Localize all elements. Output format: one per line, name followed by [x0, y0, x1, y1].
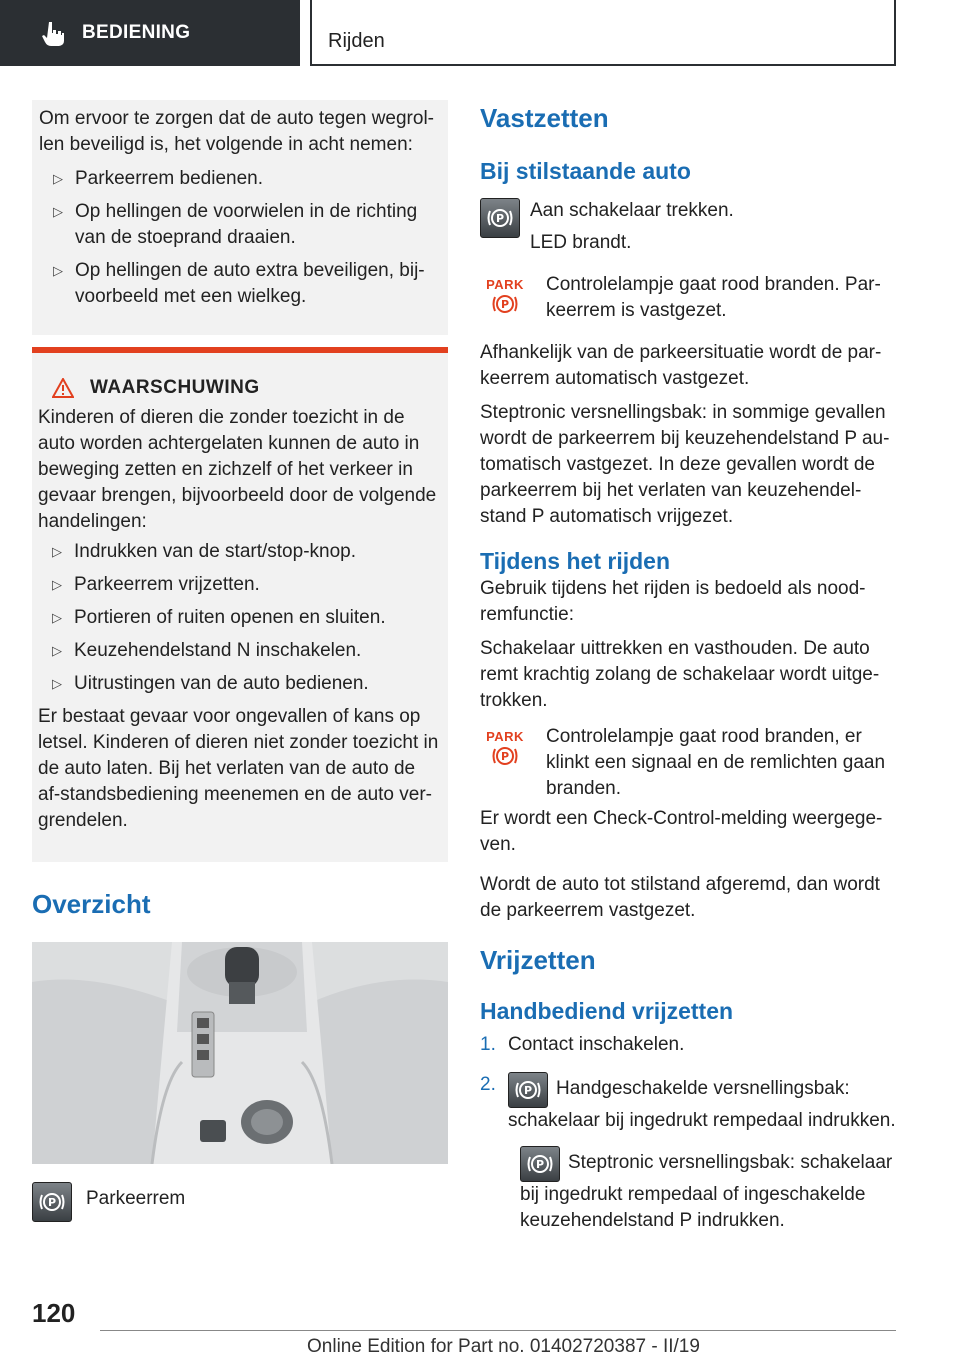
list-item-text: Parkeerrem bedienen. — [75, 168, 263, 189]
list-item — [38, 638, 442, 664]
list-item-text: Keuzehendelstand N inschakelen. — [74, 640, 362, 661]
release-steps — [480, 1032, 898, 1234]
section-tab — [0, 0, 300, 66]
lamp-info-2 — [480, 724, 898, 802]
intro-box — [32, 100, 448, 335]
svg-text:P: P — [500, 298, 510, 311]
heading-stilstaand: Bij stilstaande auto — [480, 158, 691, 184]
triangle-bullet-icon: ▷ — [53, 171, 63, 186]
lamp2-text: Controlelampje gaat rood branden, er klinkt een signaal en de remlichten gaan branden. — [546, 726, 886, 799]
intro-list — [39, 166, 442, 310]
warning-text: Kinderen of dieren die zonder toezicht in de auto worden achtergelaten kunnen de auto in beweging zetten en zichzelf of het verkeer in gevaar brengen, bijvoorbeeld door de volgende handelingen: — [38, 407, 437, 532]
page-number: 120 — [32, 1298, 76, 1328]
triangle-bullet-icon: ▷ — [52, 544, 62, 559]
step2-steptronic-text: Steptronic versnellingsbak: schakelaar bij ingedrukt rempedaal of ingeschakelde keuzehendelstand P indrukken. — [520, 1152, 893, 1231]
parking-brake-switch-icon — [508, 1072, 548, 1108]
step-number: 1. — [480, 1034, 496, 1055]
svg-text:P: P — [523, 1084, 533, 1097]
step-number: 2. — [480, 1074, 496, 1095]
steptronic-para: Steptronic versnellingsbak: in sommige gevallen wordt de parkeerrem bij keuzehendelstand P au-tomatisch vastgezet. In deze gevallen wordt de parkeerrem bij het verlaten van keuzehendel-stand P automatisch vrijgezet. — [480, 402, 890, 527]
triangle-bullet-icon: ▷ — [53, 204, 63, 219]
right-column — [480, 100, 898, 1242]
chapter-title: Rijden — [310, 0, 896, 66]
triangle-bullet-icon: ▷ — [52, 577, 62, 592]
triangle-bullet-icon: ▷ — [52, 676, 62, 691]
led-text: LED brandt. — [530, 232, 632, 253]
step-item — [480, 1072, 898, 1234]
step-text: Handgeschakelde versnellingsbak: schakelaar bij ingedrukt rempedaal indrukken. — [508, 1078, 896, 1131]
triangle-bullet-icon: ▷ — [52, 610, 62, 625]
warning-box — [32, 347, 448, 862]
stilstand-para: Wordt de auto tot stilstand afgeremd, dan wordt de parkeerrem vastgezet. — [480, 874, 880, 921]
list-item — [38, 671, 442, 697]
park-warning-lamp-icon — [480, 730, 530, 802]
pull-instruction — [480, 198, 898, 256]
center-console-photo — [32, 942, 448, 1164]
check-para: Er wordt een Check-Control-melding weergege-ven. — [480, 808, 883, 855]
warning-closing: Er bestaat gevaar voor ongevallen of kans op letsel. Kinderen of dieren niet zonder toezicht in de auto laten. Bij het verlaten van de auto de af-standsbediening meenemen en de auto ver-grendelen. — [38, 706, 439, 831]
list-item — [39, 166, 442, 192]
parking-brake-switch-icon — [480, 198, 520, 238]
park-warning-lamp-icon — [480, 278, 530, 324]
heading-vrijzetten: Vrijzetten — [480, 945, 596, 975]
heading-rijden: Tijdens het rijden — [480, 548, 670, 574]
center-console-illustration — [32, 942, 448, 1164]
step2-steptronic — [508, 1146, 898, 1234]
list-item — [39, 258, 442, 310]
section-title: BEDIENING — [82, 22, 191, 43]
warning-title: WAARSCHUWING — [90, 377, 260, 398]
svg-text:P: P — [535, 1158, 545, 1171]
caption-text: Parkeerrem — [86, 1188, 186, 1209]
heading-vastzetten: Vastzetten — [480, 103, 609, 133]
edition-text: Online Edition for Part no. 01402720387 - II/19 — [307, 1336, 700, 1357]
left-column — [32, 100, 448, 1222]
list-item-text: Parkeerrem vrijzetten. — [74, 574, 260, 595]
svg-text:P: P — [47, 1196, 57, 1209]
list-item-text: Op hellingen de auto extra beveiligen, bij-voorbeeld met een wielkeg. — [75, 260, 425, 307]
list-item-text: Portieren of ruiten openen en sluiten. — [74, 607, 386, 628]
list-item-text: Indrukken van de start/stop-knop. — [74, 541, 356, 562]
park-lamp-label: PARK — [486, 729, 524, 744]
list-item — [38, 539, 442, 565]
list-item — [38, 572, 442, 598]
list-item-text: Uitrustingen van de auto bedienen. — [74, 673, 369, 694]
parking-brake-switch-icon — [32, 1182, 72, 1222]
step-item — [480, 1032, 898, 1058]
nood-para: Gebruik tijdens het rijden is bedoeld als nood-remfunctie: — [480, 578, 866, 625]
step-text: Contact inschakelen. — [508, 1034, 685, 1055]
warning-triangle-icon — [52, 378, 74, 398]
photo-caption — [32, 1182, 448, 1222]
overview-heading: Overzicht — [32, 889, 151, 919]
lamp-info-1 — [480, 272, 898, 324]
list-item-text: Op hellingen de voorwielen in de richting van de stoeprand draaien. — [75, 201, 418, 248]
uittrekken-para: Schakelaar uittrekken en vasthouden. De auto remt krachtig zolang de schakelaar wordt uitge-trokken. — [480, 638, 880, 711]
list-item — [38, 605, 442, 631]
parking-brake-switch-icon — [520, 1146, 560, 1182]
pull-text: Aan schakelaar trekken. — [530, 200, 734, 221]
intro-text: Om ervoor te zorgen dat de auto tegen wegrol-len beveiligd is, het volgende in acht nemen: — [39, 108, 435, 155]
triangle-bullet-icon: ▷ — [53, 263, 63, 278]
footer-divider — [100, 1330, 896, 1331]
warning-heading — [52, 375, 442, 401]
lamp1-text: Controlelampje gaat rood branden. Par-keerrem is vastgezet. — [546, 274, 881, 321]
auto-para: Afhankelijk van de parkeersituatie wordt de par-keerrem automatisch vastgezet. — [480, 342, 882, 389]
list-item — [39, 199, 442, 251]
svg-text:P: P — [495, 212, 505, 225]
triangle-bullet-icon: ▷ — [52, 643, 62, 658]
warning-list — [38, 539, 442, 697]
hand-pointer-icon — [40, 20, 66, 46]
heading-handbediend: Handbediend vrijzetten — [480, 998, 734, 1024]
svg-text:P: P — [500, 750, 510, 763]
park-lamp-label: PARK — [486, 277, 524, 292]
